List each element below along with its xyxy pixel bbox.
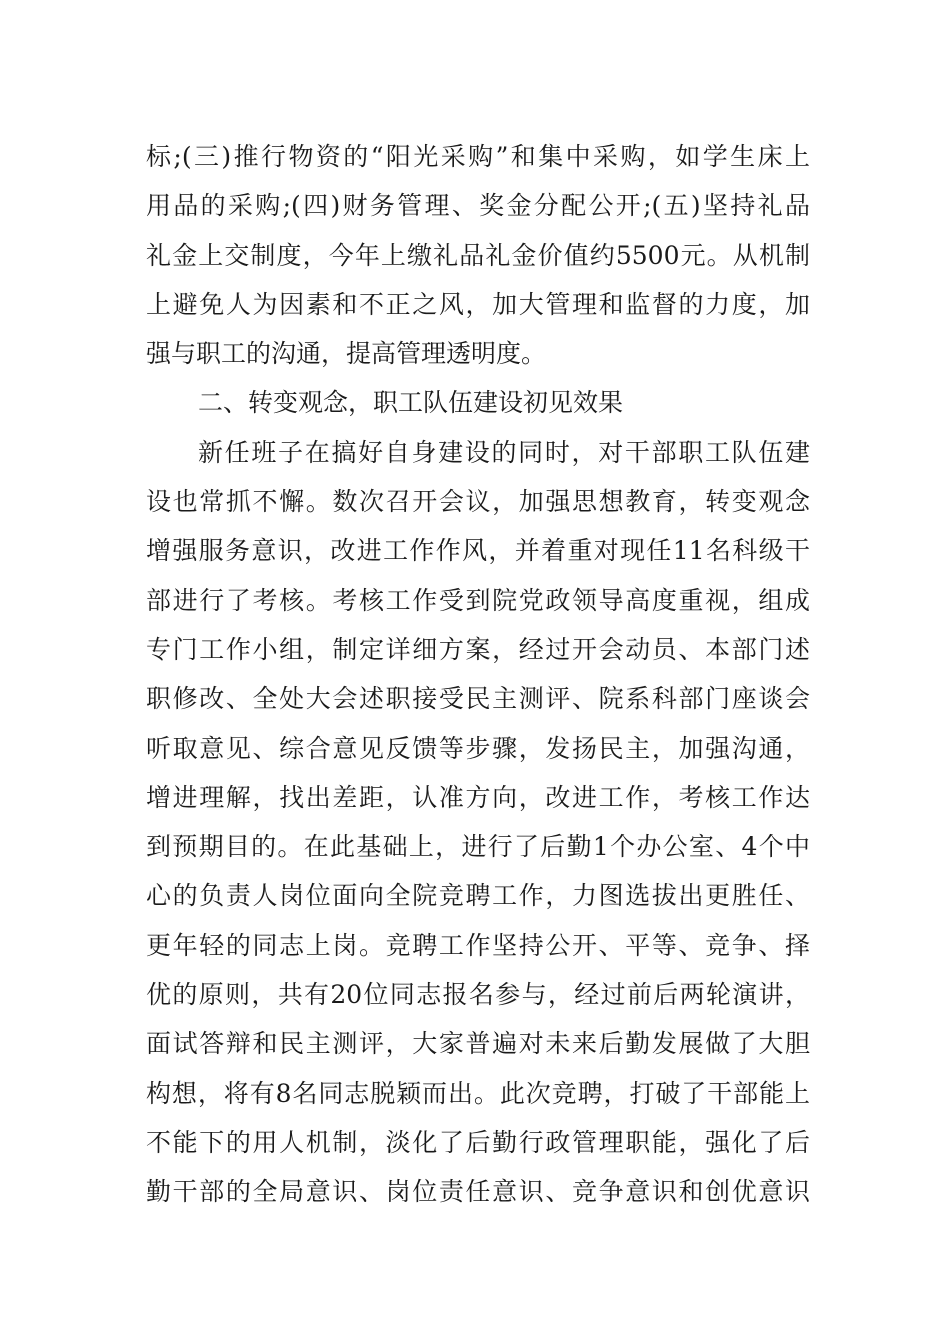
text-line: 心的负责人岗位面向全院竞聘工作，力图选拔出更胜任、: [146, 881, 810, 911]
text-line: 听取意见、综合意见反馈等步骤，发扬民主，加强沟通，: [146, 733, 810, 763]
text-line: 面试答辩和民主测评，大家普遍对未来后勤发展做了大胆: [146, 1029, 810, 1059]
text-line: 礼金上交制度，今年上缴礼品礼金价值约5500元。从机制: [146, 240, 810, 270]
text-line: 用品的采购;(四)财务管理、奖金分配公开;(五)坚持礼品: [146, 191, 810, 221]
text-line: 构想，将有8名同志脱颖而出。此次竞聘，打破了干部能上: [146, 1078, 810, 1108]
text-line: 到预期目的。在此基础上，进行了后勤1个办公室、4个中: [146, 832, 810, 862]
text-line: 强与职工的沟通，提高管理透明度。: [146, 339, 547, 369]
text-line: 不能下的用人机制，淡化了后勤行政管理职能，强化了后: [146, 1127, 810, 1157]
text-line: 设也常抓不懈。数次召开会议，加强思想教育，转变观念: [146, 487, 810, 517]
text-line: 增进理解，找出差距，认准方向，改进工作，考核工作达: [146, 782, 810, 812]
body-text: [146, 132, 810, 1217]
text-line: 部进行了考核。考核工作受到院党政领导高度重视，组成: [146, 585, 810, 615]
text-line: 专门工作小组，制定详细方案，经过开会动员、本部门述: [146, 634, 810, 664]
text-line: 新任班子在搞好自身建设的同时，对干部职工队伍建: [198, 437, 810, 467]
text-line: 勤干部的全局意识、岗位责任意识、竞争意识和创优意识: [146, 1177, 810, 1207]
section-heading: 二、转变观念，职工队伍建设初见效果: [198, 388, 624, 418]
text-line: 上避免人为因素和不正之风，加大管理和监督的力度，加: [146, 289, 810, 319]
text-line: 增强服务意识，改进工作作风，并着重对现任11名科级干: [146, 536, 810, 566]
text-line: 职修改、全处大会述职接受民主测评、院系科部门座谈会: [146, 684, 810, 714]
text-line: 优的原则，共有20位同志报名参与，经过前后两轮演讲，: [146, 980, 810, 1010]
text-line: 更年轻的同志上岗。竞聘工作坚持公开、平等、竞争、择: [146, 930, 810, 960]
text-line: 标;(三)推行物资的“阳光采购”和集中采购，如学生床上: [146, 142, 810, 171]
